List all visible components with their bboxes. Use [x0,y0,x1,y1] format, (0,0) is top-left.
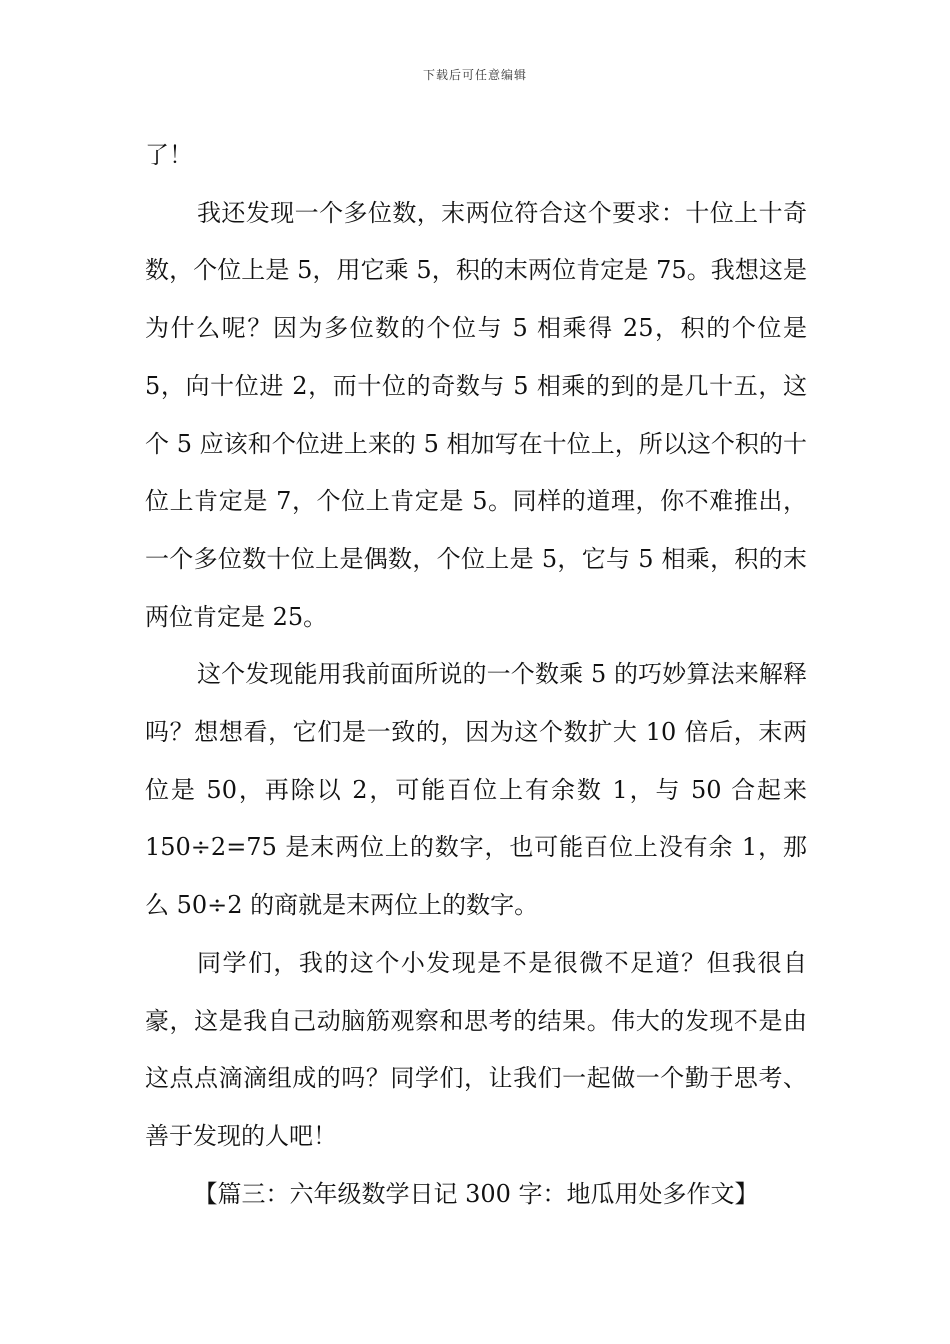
paragraph: 同学们，我的这个小发现是不是很微不足道？但我很自豪，这是我自己动脑筋观察和思考的结果。伟大的发现不是由这点点滴滴组成的吗？同学们，让我们一起做一个勤于思考、善于发现的人吧！ [145,948,807,1150]
section-title: 【篇三：六年级数学日记 300 字：地瓜用处多作文】 [193,1179,759,1208]
paragraph-continuation: 了！ [145,141,193,169]
paragraph: 这个发现能用我前面所说的一个数乘 5 的巧妙算法来解释吗？想想看，它们是一致的，因为这个数扩大 10 倍后，末两位是 50，再除以 2，可能百位上有余数 1，与 50 合起来 150÷2=75 是末两位上的数字，也可能百位上没有余 1，那么 50÷2 的商就是末两位上的数字。 [145,660,807,920]
page-header: 下载后可任意编辑 [422,68,527,82]
paragraph: 我还发现一个多位数，末两位符合这个要求：十位上十奇数，个位上是 5，用它乘 5，积的末两位肯定是 75。我想这是为什么呢？因为多位数的个位与 5 相乘得 25，积的个位是 5，向十位进 2，而十位的奇数与 5 相乘的到的是几十五，这个 5 应该和个位进上来的 5 相加写在十位上，所以这个积的十位上肯定是 7，个位上肯定是 5。同样的道理，你不难推出，一个多位数十位上是偶数，个位上是 5，它与 5 相乘，积的末两位肯定是 25。 [145,198,807,631]
document-body [145,127,807,1223]
